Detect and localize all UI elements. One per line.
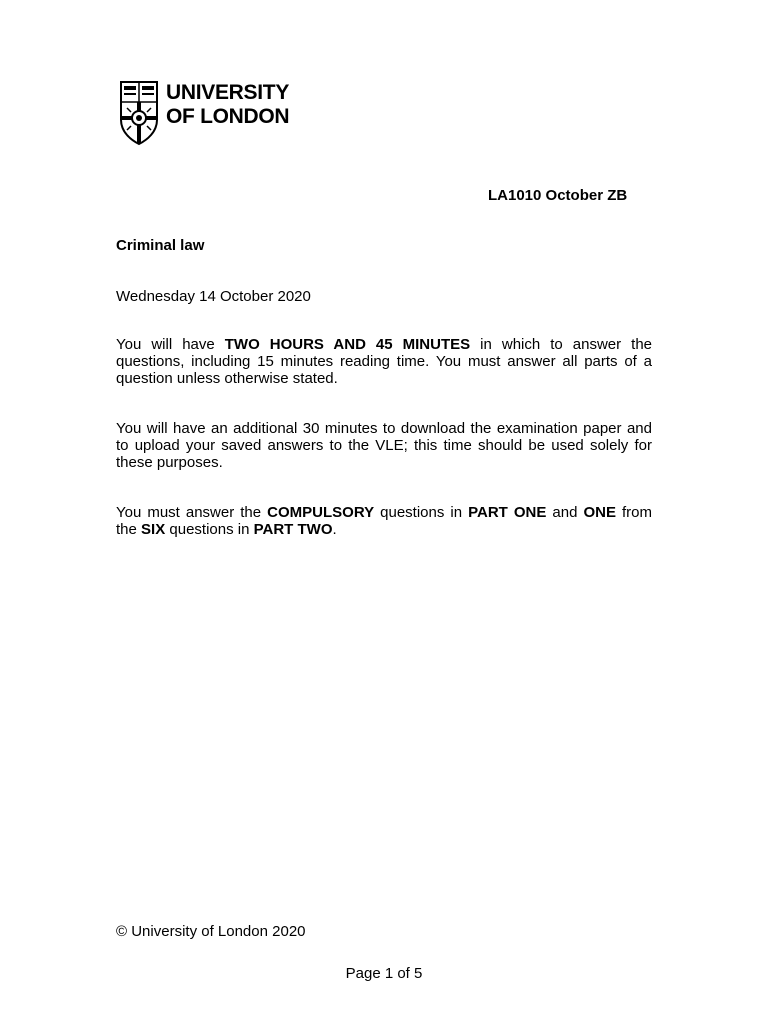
university-logo (119, 80, 329, 148)
copyright-notice: © University of London 2020 (116, 923, 306, 940)
university-wordmark (166, 81, 289, 129)
logo-line-2: OF LONDON (166, 105, 290, 128)
instruction-time-allowed: You will have TWO HOURS AND 45 MINUTES in which to answer the questions, including 15 minutes reading time. You must answer all parts of a question unless otherwise stated. (116, 336, 653, 387)
logo-line-1: UNIVERSITY (166, 81, 290, 104)
university-crest-icon (119, 80, 159, 146)
page-number: Page 1 of 5 (345, 965, 423, 982)
exam-reference: LA1010 October ZB (488, 187, 628, 204)
instruction-upload-time: You will have an additional 30 minutes to download the examination paper and to upload your saved answers to the VLE; this time should be used solely for these purposes. (116, 420, 652, 471)
instruction-questions: You must answer the COMPULSORY questions in PART ONE and ONE from the SIX questions in PART TWO. (116, 504, 652, 538)
exam-subject: Criminal law (116, 237, 205, 254)
exam-date: Wednesday 14 October 2020 (116, 288, 311, 305)
